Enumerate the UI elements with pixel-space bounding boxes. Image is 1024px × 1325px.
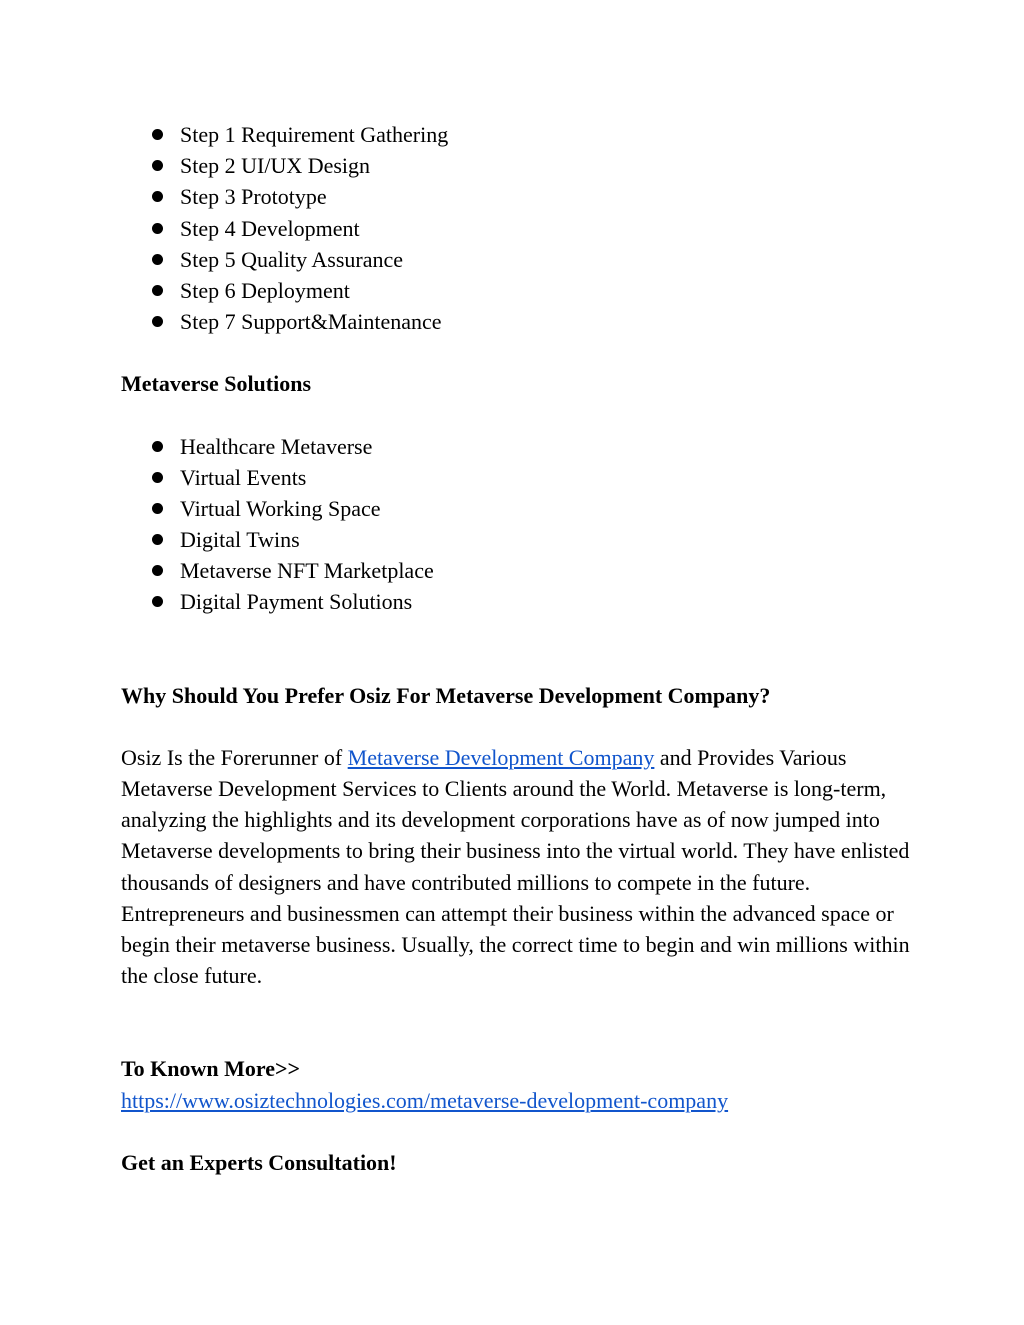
bullet-icon xyxy=(152,503,163,514)
step-label: Step 7 Support&Maintenance xyxy=(180,309,442,335)
spacer xyxy=(121,400,911,431)
bullet-icon xyxy=(152,565,163,576)
consultation-heading: Get an Experts Consultation! xyxy=(121,1149,397,1175)
bullet-icon xyxy=(152,472,163,483)
list-item xyxy=(121,213,911,244)
paragraph-text-start: Osiz Is the Forerunner of xyxy=(121,744,348,770)
paragraph-text-rest: and Provides Various Metaverse Development Services to Clients around the World. Metaverse is long-term, analyzing the highlights and its development corporations have as of now jumped into Metaverse developments to bring their business into the virtual world. They have enlisted thousands of designers and have contributed millions to compete in the future. Entrepreneurs and businessmen can attempt their business within the advanced space or begin their metaverse business. Usually, the correct time to begin and win millions within the close future. xyxy=(121,744,910,989)
list-item xyxy=(121,462,911,493)
list-item xyxy=(121,493,911,524)
spacer xyxy=(121,618,911,680)
bullet-icon xyxy=(152,316,163,327)
list-item xyxy=(121,431,911,462)
list-item xyxy=(121,306,911,337)
list-item xyxy=(121,275,911,306)
solution-label: Digital Twins xyxy=(180,527,300,553)
spacer xyxy=(121,1116,911,1147)
solutions-heading: Metaverse Solutions xyxy=(121,371,312,397)
solutions-list xyxy=(121,431,911,618)
why-heading: Why Should You Prefer Osiz For Metaverse Development Company? xyxy=(121,682,771,708)
step-label: Step 2 UI/UX Design xyxy=(180,153,371,179)
list-item xyxy=(121,244,911,275)
bullet-icon xyxy=(152,160,163,171)
bullet-icon xyxy=(152,223,163,234)
why-paragraph xyxy=(121,742,911,992)
list-item xyxy=(121,119,911,150)
steps-list xyxy=(121,119,911,337)
document-page xyxy=(121,119,911,1178)
bullet-icon xyxy=(152,596,163,607)
bullet-icon xyxy=(152,254,163,265)
spacer xyxy=(121,337,911,368)
solution-label: Metaverse NFT Marketplace xyxy=(180,558,434,584)
solution-label: Virtual Working Space xyxy=(180,495,381,521)
list-item xyxy=(121,586,911,617)
spacer xyxy=(121,711,911,742)
step-label: Step 6 Deployment xyxy=(180,277,350,303)
metaverse-company-link[interactable]: Metaverse Development Company xyxy=(347,744,655,770)
bullet-icon xyxy=(152,191,163,202)
list-item xyxy=(121,150,911,181)
website-url-link[interactable]: https://www.osiztechnologies.com/metaverse-development-company xyxy=(121,1087,729,1113)
solution-label: Digital Payment Solutions xyxy=(180,589,413,615)
solution-label: Healthcare Metaverse xyxy=(180,433,373,459)
list-item xyxy=(121,555,911,586)
step-label: Step 3 Prototype xyxy=(180,184,327,210)
bullet-icon xyxy=(152,441,163,452)
list-item xyxy=(121,524,911,555)
step-label: Step 1 Requirement Gathering xyxy=(180,122,449,147)
bullet-icon xyxy=(152,129,163,140)
spacer xyxy=(121,991,911,1053)
bullet-icon xyxy=(152,285,163,296)
step-label: Step 4 Development xyxy=(180,215,360,241)
url-line xyxy=(121,1085,911,1116)
step-label: Step 5 Quality Assurance xyxy=(180,246,404,272)
solution-label: Virtual Events xyxy=(180,464,307,490)
list-item xyxy=(121,181,911,212)
bullet-icon xyxy=(152,534,163,545)
more-heading: To Known More>> xyxy=(121,1056,301,1082)
